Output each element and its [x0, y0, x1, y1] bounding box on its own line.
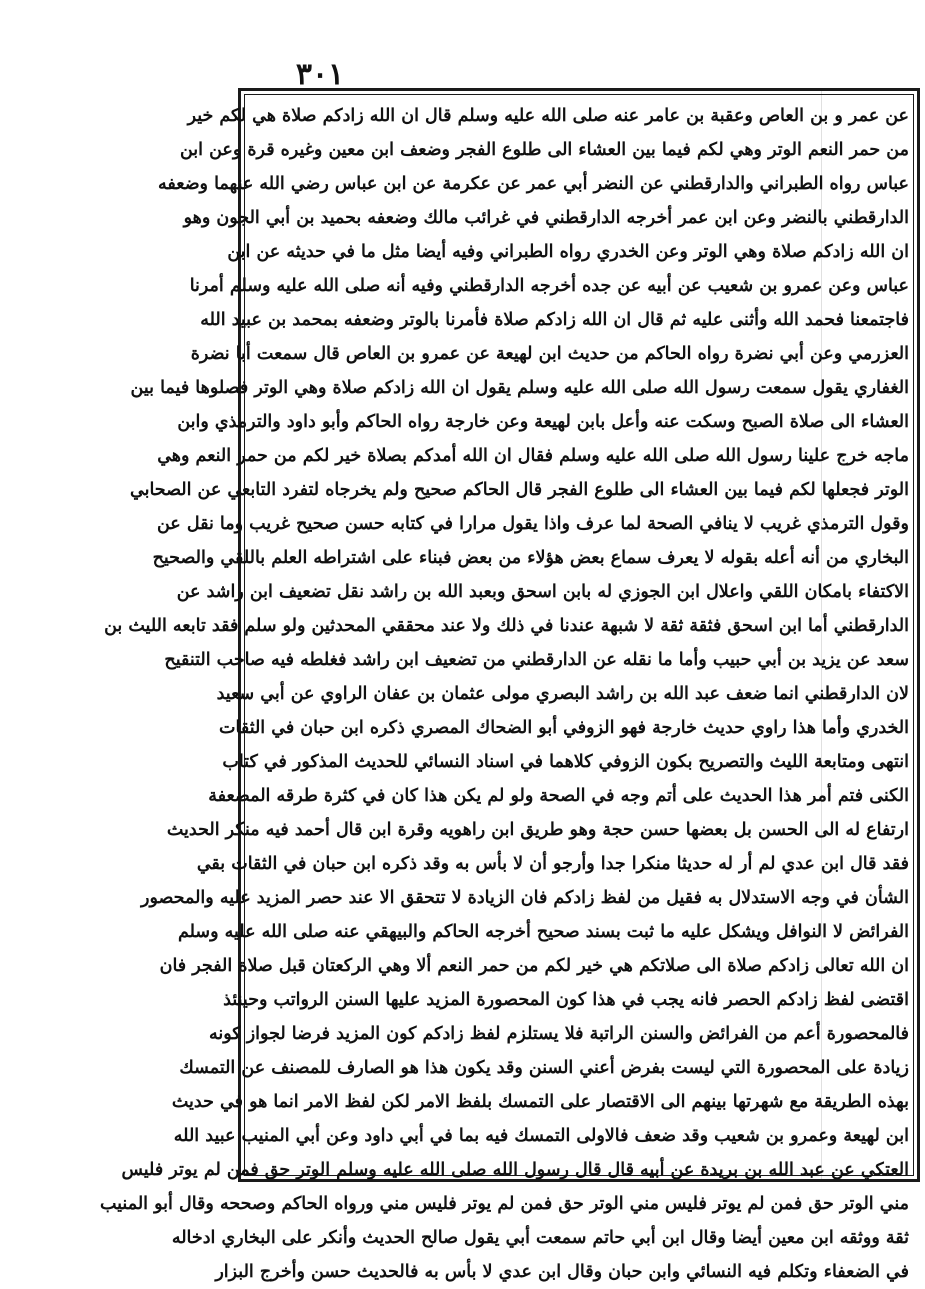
text-line: انتهى ومتابعة الليث والتصريح بكون الزوفي كلاهما في اسناد النسائي للحديث المذكور في كتاب — [222, 752, 909, 772]
text-line: فالمحصورة أعم من الفرائض والسنن الراتبة فلا يستلزم لفظ زادكم كون المزيد فرضا لجواز كونه — [209, 1024, 909, 1044]
text-line: ماجه خرج علينا رسول الله صلى الله عليه وسلم فقال ان الله أمدكم بصلاة خير لكم من حمر النعم وهي — [157, 446, 909, 466]
text-line: وقول الترمذي غريب لا ينافي الصحة لما عرف واذا يقول مرارا في كتابه حسن صحيح غريب وما نقل عن — [156, 514, 909, 534]
text-line: فقد قال ابن عدي لم أر له حديثا منكرا جدا وأرجو أن لا بأس به وقد ذكره ابن حبان في الثقات بقي — [196, 854, 909, 874]
text-line: العزرمي وعن أبي نضرة رواه الحاكم من حديث ابن لهيعة عن عمرو بن العاص قال سمعت أبا نضرة — [190, 344, 909, 364]
text-line: الشأن في وجه الاستدلال به فقيل من لفظ زادكم فان الزيادة لا تتحقق الا عند حصر المزيد عليه والمحصور — [141, 888, 909, 908]
text-line: الاكتفاء بامكان اللقي واعلال ابن الجوزي له بابن اسحق وبعبد الله بن راشد نقل تضعيف ابن راشد عن — [176, 582, 909, 602]
text-line: ابن لهيعة وعمرو بن شعيب وقد ضعف فالاولى التمسك فيه بما في أبي داود وعن أبي المنيب عبيد الله — [173, 1126, 909, 1146]
text-line: لان الدارقطني انما ضعف عبد الله بن راشد البصري مولى عثمان بن عفان الراوي عن أبي سعيد — [216, 684, 909, 704]
text-line: الخدري وأما هذا راوي حديث خارجة فهو الزوفي أبو الضحاك المصري ذكره ابن حبان في الثقات — [219, 718, 909, 738]
text-line: الدارقطني بالنضر وعن ابن عمر أخرجه الدارقطني في غرائب مالك وضعفه بحميد بن أبي الجون وهو — [183, 208, 909, 228]
text-line: فاجتمعنا فحمد الله وأثنى عليه ثم قال ان الله زادكم صلاة فأمرنا بالوتر وضعفه بمحمد بن عبيد الله — [200, 310, 909, 330]
text-line: البخاري من أنه أعله بقوله لا يعرف سماع بعض هؤلاء من بعض فبناء على اشتراطه العلم باللقي والصحيح — [152, 548, 909, 568]
text-block — [99, 99, 909, 1282]
text-line: زيادة على المحصورة التي ليست بفرض أعني السنن وقد يكون هذا هو الصارف للمصنف عن التمسك — [179, 1058, 909, 1078]
text-frame — [99, 88, 920, 1282]
text-line: الوتر فجعلها لكم فيما بين العشاء الى طلوع الفجر قال الحاكم صحيح ولم يخرجاه لتفرد التابعي عن الصحابي — [130, 480, 909, 500]
text-line: الفرائض لا النوافل ويشكل عليه ما ثبت بسند صحيح أخرجه الحاكم والبيهقي عنه صلى الله عليه وسلم — [177, 922, 909, 942]
text-line: ارتفاع له الى الحسن بل بعضها حسن حجة وهو طريق ابن راهويه وقرة ابن قال أحمد فيه منكر الحديث — [166, 820, 909, 840]
text-line: ثقة ووثقه ابن معين أيضا وقال ابن أبي حاتم سمعت أبي يقول صالح الحديث وأنكر على البخاري ادخاله — [171, 1228, 909, 1248]
text-line: ان الله زادكم صلاة وهي الوتر وعن الخدري رواه الطبراني وفيه أيضا مثل ما في حديثه عن ابن — [227, 242, 909, 262]
text-line: الدارقطني أما ابن اسحق فثقة ثقة لا شبهة عندنا في ذلك ولا عند محققي المحدثين ولو سلم فقد تابعه الليث بن — [104, 616, 909, 636]
text-line: اقتضى لفظ زادكم الحصر فانه يجب في هذا كون المحصورة المزيد عليها السنن الرواتب وحينئذ — [223, 990, 909, 1010]
text-line: في الضعفاء وتكلم فيه النسائي وابن حبان وقال ابن عدي لا بأس به فالحديث حسن وأخرج البزار — [215, 1262, 909, 1282]
text-line: عن عمر و بن العاص وعقبة بن عامر عنه صلى الله عليه وسلم قال ان الله زادكم صلاة هي لكم خير — [187, 106, 909, 126]
text-line: الغفاري يقول سمعت رسول الله صلى الله عليه وسلم يقول ان الله زادكم صلاة وهي الوتر فصلوها فيما بين — [130, 378, 909, 398]
text-line: سعد عن يزيد بن أبي حبيب وأما ما نقله عن الدارقطني من تضعيف ابن راشد فغلطه فيه صاحب التنقيح — [164, 650, 909, 670]
text-line: من حمر النعم الوتر وهي لكم فيما بين العشاء الى طلوع الفجر وضعف ابن معين وغيره قرة وعن ابن — [179, 140, 909, 160]
page-number: ٣٠١ — [295, 57, 345, 92]
text-line: العشاء الى صلاة الصبح وسكت عنه وأعل بابن لهيعة وعن خارجة رواه الحاكم وأبو داود والترمذي وابن — [177, 412, 909, 432]
text-line: الكنى فتم أمر هذا الحديث على أتم وجه في الصحة ولو لم يكن هذا كان في كثرة طرقه المضعفة — [208, 786, 909, 806]
text-line: بهذه الطريقة مع شهرتها بينهم الى الاقتصار على التمسك بلفظ الامر لكن لفظ الامر انما هو في حديث — [171, 1092, 909, 1112]
text-line: ان الله تعالى زادكم صلاة الى صلاتكم هي خير لكم من حمر النعم ألا وهي الركعتان قبل صلاة الفجر فان — [159, 956, 909, 976]
text-line: مني الوتر حق فمن لم يوتر فليس مني الوتر حق فمن لم يوتر فليس مني ورواه الحاكم وصححه وقال أبو المنيب — [99, 1194, 909, 1214]
text-line: العتكي عن عبد الله بن بريدة عن أبيه قال قال رسول الله صلى الله عليه وسلم الوتر حق فمن لم يوتر فليس — [121, 1160, 909, 1180]
text-line: عباس رواه الطبراني والدارقطني عن النضر أبي عمر عن عكرمة عن ابن عباس رضي الله عنهما وضعفه — [158, 174, 909, 194]
text-line: عباس وعن عمرو بن شعيب عن أبيه عن جده أخرجه الدارقطني وفيه أنه صلى الله عليه وسلم أمرنا — [189, 276, 909, 296]
